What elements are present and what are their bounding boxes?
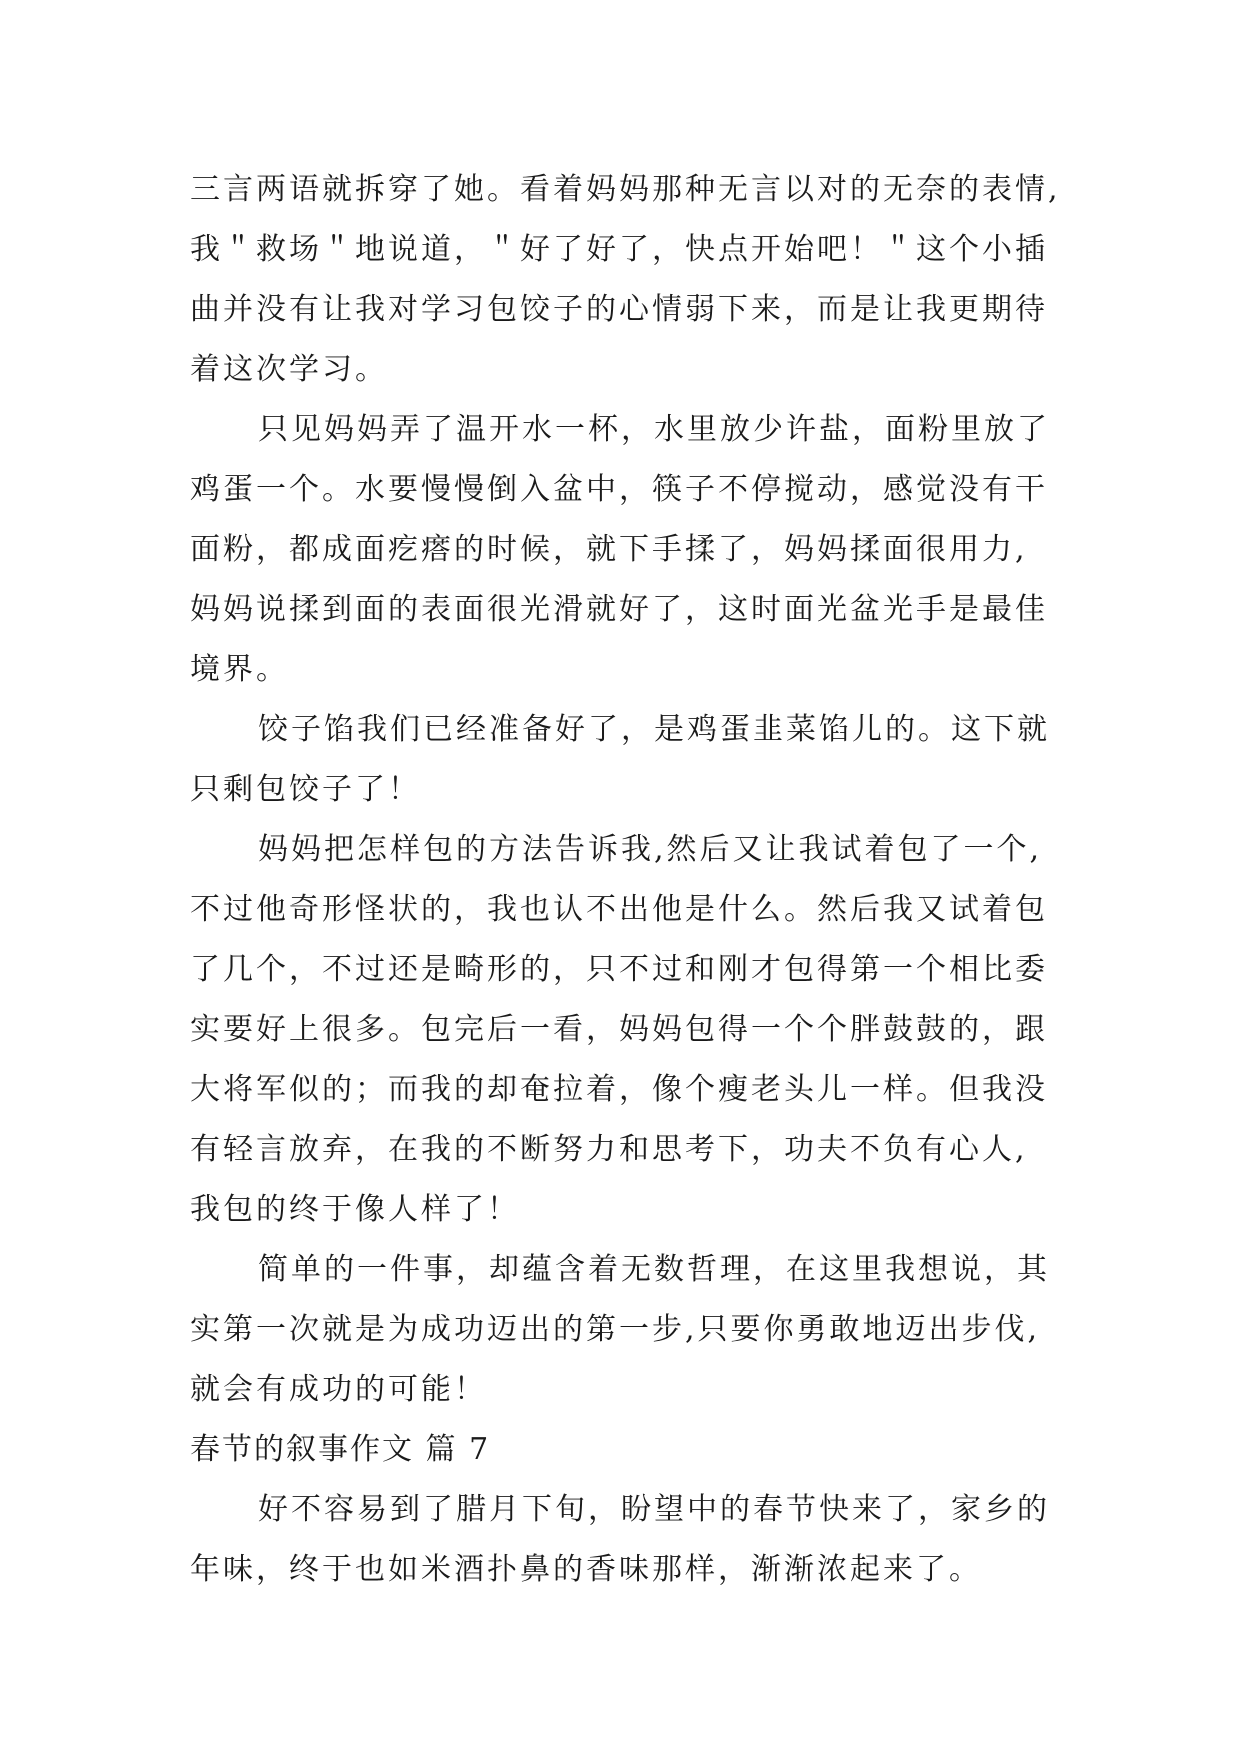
paragraph bbox=[190, 1480, 1070, 1600]
text-line: 我包的终于像人样了！ bbox=[190, 1192, 520, 1227]
text-line: 三言两语就拆穿了她。看着妈妈那种无言以对的无奈的表情, bbox=[190, 172, 1061, 207]
paragraph bbox=[190, 820, 1070, 1240]
text-line: 大将军似的；而我的却奄拉着，像个瘦老头儿一样。但我没 bbox=[190, 1072, 1048, 1107]
text-line: 只见妈妈弄了温开水一杯，水里放少许盐，面粉里放了 bbox=[258, 412, 1050, 447]
paragraph bbox=[190, 700, 1070, 820]
paragraph bbox=[190, 400, 1070, 700]
text-line: 妈妈把怎样包的方法告诉我,然后又让我试着包了一个, bbox=[258, 832, 1043, 867]
text-line: 简单的一件事，却蕴含着无数哲理，在这里我想说，其 bbox=[258, 1252, 1050, 1287]
section-heading: 春节的叙事作文 篇 7 bbox=[190, 1432, 491, 1467]
text-line: 有轻言放弃，在我的不断努力和思考下，功夫不负有心人, bbox=[190, 1132, 1028, 1167]
text-line: 实第一次就是为成功迈出的第一步,只要你勇敢地迈出步伐, bbox=[190, 1312, 1041, 1347]
text-line: 实要好上很多。包完后一看，妈妈包得一个个胖鼓鼓的，跟 bbox=[190, 1012, 1048, 1047]
text-line: 我＂救场＂地说道，＂好了好了，快点开始吧！＂这个小插 bbox=[190, 232, 1048, 267]
text-line: 好不容易到了腊月下旬，盼望中的春节快来了，家乡的 bbox=[258, 1492, 1050, 1527]
paragraph bbox=[190, 160, 1070, 400]
text-line: 了几个，不过还是畸形的，只不过和刚才包得第一个相比委 bbox=[190, 952, 1048, 987]
text-line: 只剩包饺子了！ bbox=[190, 772, 421, 807]
text-line: 年味，终于也如米酒扑鼻的香味那样，渐渐浓起来了。 bbox=[190, 1552, 982, 1587]
text-line: 妈妈说揉到面的表面很光滑就好了，这时面光盆光手是最佳 bbox=[190, 592, 1048, 627]
text-line: 不过他奇形怪状的，我也认不出他是什么。然后我又试着包 bbox=[190, 892, 1048, 927]
text-line: 面粉，都成面疙瘩的时候，就下手揉了，妈妈揉面很用力, bbox=[190, 532, 1028, 567]
text-line: 饺子馅我们已经准备好了，是鸡蛋韭菜馅儿的。这下就 bbox=[258, 712, 1050, 747]
document-body bbox=[190, 160, 1070, 1600]
text-line: 鸡蛋一个。水要慢慢倒入盆中，筷子不停搅动，感觉没有干 bbox=[190, 472, 1048, 507]
paragraph bbox=[190, 1240, 1070, 1420]
text-line: 着这次学习。 bbox=[190, 352, 388, 387]
text-line: 就会有成功的可能！ bbox=[190, 1372, 487, 1407]
text-line: 境界。 bbox=[190, 652, 289, 687]
text-line: 曲并没有让我对学习包饺子的心情弱下来，而是让我更期待 bbox=[190, 292, 1048, 327]
